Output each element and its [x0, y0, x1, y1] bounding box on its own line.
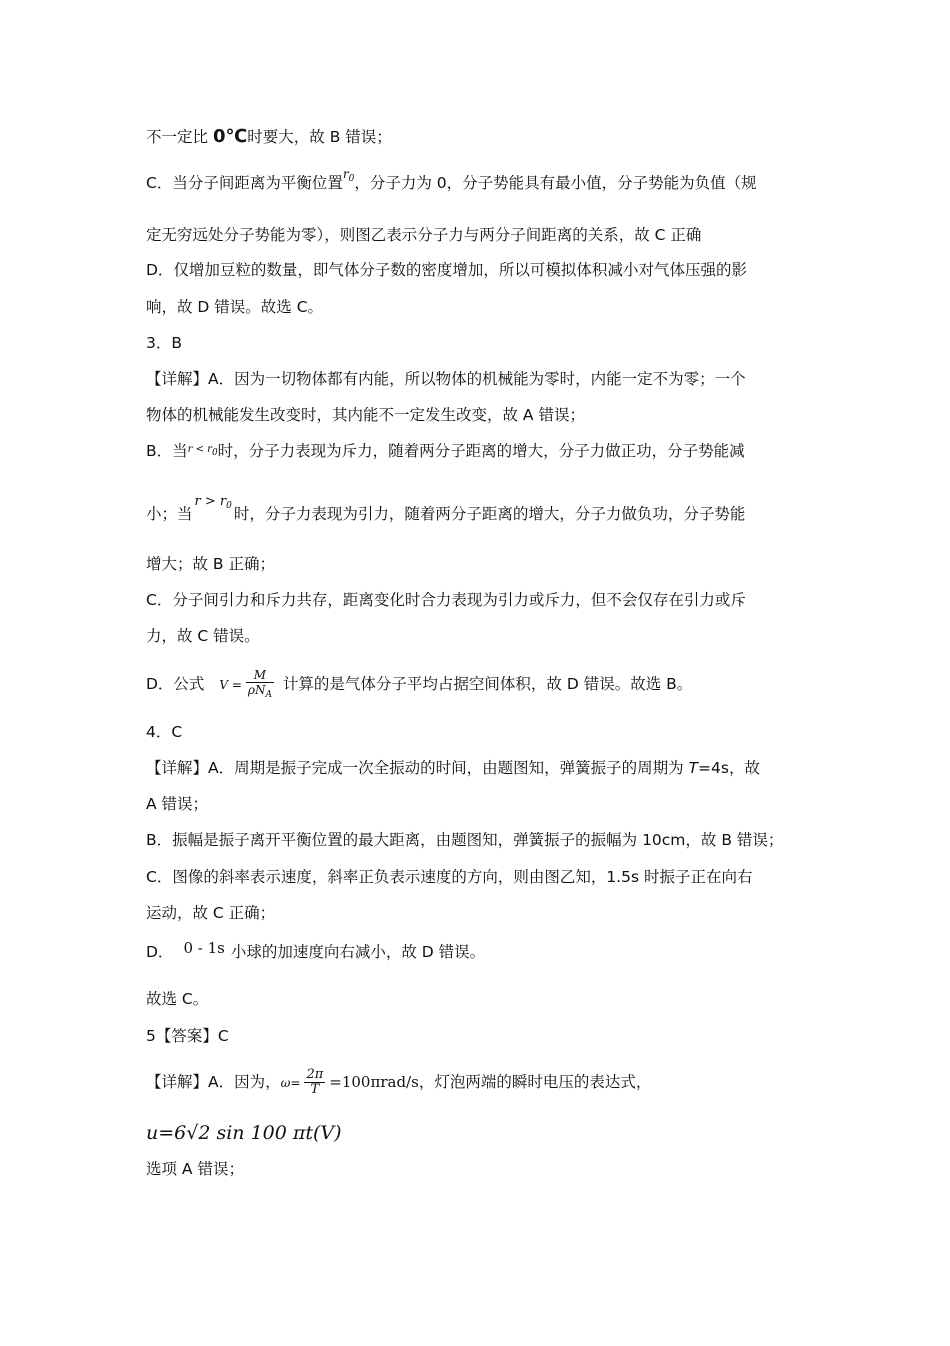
omega-equals: ω=	[280, 1076, 301, 1090]
text-line-10	[146, 494, 746, 531]
text-line-14	[146, 666, 692, 703]
text: C．当分子间距离为平衡位置	[146, 174, 343, 192]
answer-heading-5: 5【答案】C	[146, 1027, 229, 1045]
text-line-20: 运动，故 C 正确；	[146, 904, 276, 922]
text-line-16	[146, 757, 760, 779]
text-line-17: A 错误；	[146, 795, 209, 813]
text-line-11: 增大；故 B 正确；	[146, 555, 275, 573]
text-line-5: 响，故 D 错误。故选 C。	[146, 298, 324, 316]
text-line-3: 定无穷远处分子势能为零），则图乙表示分子力与两分子间距离的关系，故 C 正确	[146, 226, 702, 244]
period-symbol: T	[688, 759, 699, 777]
text-line-24	[146, 1062, 651, 1103]
text: 时要大，故 B 错误；	[247, 128, 392, 146]
text-line-1	[146, 126, 392, 148]
text: 时，分子力表现为引力，随着两分子距离的增大，分子力做负功，分子势能	[233, 505, 746, 523]
text-line-12: C．分子间引力和斥力共存，距离变化时合力表现为引力或斥力，但不会仅存在引力或斥	[146, 591, 746, 609]
voltage-equation: u=6√2 sin 100 πt(V)	[146, 1122, 342, 1144]
text-line-19: C．图像的斜率表示速度，斜率正负表示速度的方向，则由图乙知，1.5s 时振子正在向右	[146, 868, 753, 886]
text-line-9	[146, 440, 745, 468]
text: B．当	[146, 442, 188, 460]
v-equals: V =	[219, 678, 242, 692]
text-line-7: 【详解】A．因为一切物体都有内能，所以物体的机械能为零时，内能一定不为零；一个	[146, 370, 746, 388]
text: ，灯泡两端的瞬时电压的表达式，	[418, 1073, 652, 1091]
text-line-18: B．振幅是振子离开平衡位置的最大距离，由题图知，弹簧振子的振幅为 10cm，故 B 错误；	[146, 831, 784, 849]
text-line-21	[146, 941, 485, 963]
text: 计算的是气体分子平均占据空间体积，故 D 错误。故选 B。	[282, 675, 693, 693]
temperature-value: 0℃	[212, 126, 248, 147]
omega-fraction: $\frac{2\pi}{T}$	[306, 1067, 324, 1097]
question-number-3: 3．B	[146, 334, 182, 352]
time-interval: 0 - 1s	[183, 939, 225, 957]
text: 【详解】A．周期是振子完成一次全振动的时间，由题图知，弹簧振子的周期为	[146, 759, 689, 777]
text-line-2	[146, 167, 757, 200]
r-greater-r0-formula: r > r0	[194, 494, 232, 511]
text: D．	[146, 943, 174, 961]
r0-symbol: r0	[342, 167, 355, 184]
text: =4s，故	[698, 759, 760, 777]
text-line-4: D．仅增加豆粒的数量，即气体分子数的密度增加，所以可模拟体积减小对气体压强的影	[146, 261, 747, 279]
angular-frequency-value: =100πrad/s	[329, 1073, 419, 1091]
text: D．公式	[146, 675, 205, 693]
text: 时，分子力表现为斥力，随着两分子距离的增大，分子力做正功，分子势能减	[217, 442, 745, 460]
text-line-8: 物体的机械能发生改变时，其内能不一定发生改变，故 A 错误；	[146, 406, 585, 424]
question-number-4: 4．C	[146, 723, 183, 741]
text: ，分子力为 0，分子势能具有最小值，分子势能为负值（规	[354, 174, 757, 192]
molar-volume-fraction: $\frac{M}{\rho N_A}$	[247, 667, 272, 700]
r-less-r0-formula: r < r0	[187, 444, 218, 458]
text: 不一定比	[146, 128, 213, 146]
text: 【详解】A．因为，	[146, 1073, 281, 1091]
text-line-26: 选项 A 错误；	[146, 1160, 244, 1178]
text: 小球的加速度向右减小，故 D 错误。	[230, 943, 486, 961]
text-line-13: 力，故 C 错误。	[146, 627, 260, 645]
text: 小；当	[146, 505, 193, 523]
text-line-22: 故选 C。	[146, 990, 209, 1008]
